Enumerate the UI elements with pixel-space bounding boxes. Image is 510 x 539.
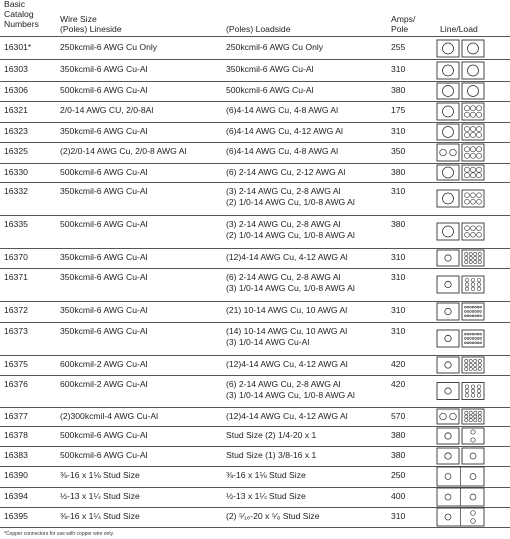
- header-pole: Pole: [391, 24, 409, 34]
- catalog-number: 16325: [4, 146, 28, 156]
- connector-diagram-icon: [436, 38, 488, 59]
- amps-value: 310: [391, 186, 406, 196]
- lineside-value: 2/0-14 AWG CU, 2/0-8Al: [60, 105, 154, 115]
- loadside-line: (6)4-14 AWG Cu, 4-8 AWG Al: [226, 146, 339, 156]
- loadside-box-icon: [462, 62, 484, 79]
- catalog-number: 16371: [4, 272, 28, 282]
- loadside-line: ⅜-16 x 1⅛ Stud Size: [226, 470, 306, 480]
- lineside-value: 350kcmil-6 AWG Cu-Al: [60, 305, 148, 315]
- loadside-line: 500kcmil-6 AWG Cu-Al: [226, 85, 314, 95]
- amps-value: 350: [391, 146, 406, 156]
- connector-diagram-icon: [436, 355, 488, 375]
- connector-diagram-icon: [436, 60, 488, 81]
- lineload-header: [440, 24, 478, 34]
- amps-value: 310: [391, 326, 406, 336]
- line-load-diagram: [436, 301, 488, 325]
- lineside-value: 350kcmil-6 AWG Cu-Al: [60, 126, 148, 136]
- loadside-value: [226, 326, 347, 347]
- catalog-number: 16377: [4, 411, 28, 421]
- loadside-line: (3) 1/0-14 AWG Cu-Al: [226, 336, 310, 347]
- line-load-diagram: [436, 268, 488, 304]
- lineside-box-icon: [437, 409, 459, 424]
- loadside-line: (21) 10-14 AWG Cu, 10 AWG Al: [226, 305, 348, 315]
- amps-value: 380: [391, 85, 406, 95]
- loadside-value: [226, 430, 316, 441]
- line-load-diagram: [436, 182, 488, 218]
- loadside-value: [226, 42, 323, 53]
- amps-value: 380: [391, 219, 406, 229]
- lineside-value: (2)300kcmil-4 AWG Cu-Al: [60, 411, 159, 421]
- loadside-value: [226, 85, 314, 96]
- lineside-box-icon: [437, 276, 459, 293]
- lineside-box-icon: [437, 190, 459, 207]
- catalog-number: 16395: [4, 511, 28, 521]
- amps-value: 310: [391, 64, 406, 74]
- catalog-number: 16323: [4, 126, 28, 136]
- loadside-line: ½-13 x 1¼ Stud Size: [226, 491, 306, 501]
- connector-diagram-icon: [436, 507, 488, 527]
- catalog-number: 16375: [4, 359, 28, 369]
- table-row: [0, 446, 510, 466]
- connector-diagram-icon: [436, 142, 488, 163]
- lineside-value: 500kcmil-6 AWG Cu-Al: [60, 167, 148, 177]
- connector-diagram-icon: [436, 466, 488, 487]
- loadside-value: [226, 64, 314, 75]
- table-row: [0, 122, 510, 142]
- table-row: [0, 507, 510, 527]
- lineside-box-icon: [437, 357, 459, 373]
- loadside-value: [226, 491, 306, 502]
- line-load-diagram: [436, 60, 488, 84]
- row-divider: [0, 36, 510, 37]
- amps-value: 255: [391, 42, 406, 52]
- connector-diagram-icon: [436, 182, 488, 215]
- loadside-line: (3) 2-14 AWG Cu, 2-8 AWG Al: [226, 186, 341, 196]
- loadside-value: [226, 167, 345, 178]
- amps-value: 380: [391, 430, 406, 440]
- loadside-line: (2) 1/0-14 AWG Cu, 1/0-8 AWG Al: [226, 196, 355, 207]
- header-lineside: (Poles) Lineside: [60, 24, 122, 34]
- lineside-box-icon: [437, 383, 459, 400]
- loadside-line: Stud Size (2) 1/4-20 x 1: [226, 430, 317, 440]
- lineside-value: 600kcmil-2 AWG Cu-Al: [60, 359, 148, 369]
- table-row: [0, 142, 510, 163]
- loadside-value: [226, 186, 355, 207]
- loadside-value: [226, 252, 348, 263]
- table-row: [0, 355, 510, 375]
- table-row: [0, 268, 510, 301]
- loadside-line: (14) 10-14 AWG Cu, 10 AWG Al: [226, 326, 348, 336]
- connector-diagram-icon: [436, 215, 488, 248]
- table-row: [0, 375, 510, 407]
- amps-value: 310: [391, 272, 406, 282]
- lineside-box-icon: [437, 40, 459, 57]
- line-load-diagram: [436, 101, 488, 125]
- header-numbers: Numbers: [4, 19, 39, 29]
- lineside-value: ⅜-16 x 1¼ Stud Size: [60, 511, 140, 521]
- loadside-value: [226, 379, 355, 400]
- loadside-value: [226, 511, 319, 522]
- catalog-number: 16394: [4, 491, 28, 501]
- loadside-line: (3) 1/0-14 AWG Cu, 1/0-8 AWG Al: [226, 282, 355, 293]
- loadside-box-icon: [462, 448, 484, 464]
- lineside-box-icon: [437, 250, 459, 266]
- catalog-number: 16321: [4, 105, 28, 115]
- loadside-line: (12)4-14 AWG Cu, 4-12 AWG Al: [226, 359, 348, 369]
- lineside-value: 250kcmil-6 AWG Cu Only: [60, 42, 158, 52]
- loadside-line: (6) 2-14 AWG Cu, 2-8 AWG Al: [226, 379, 341, 389]
- line-load-diagram: [436, 38, 488, 62]
- loadside-value: [226, 126, 343, 137]
- loadside-line: (12)4-14 AWG Cu, 4-12 AWG Al: [226, 411, 348, 421]
- connector-diagram-icon: [436, 268, 488, 301]
- table-row: [0, 60, 510, 81]
- catalog-header: [4, 0, 39, 29]
- lineside-value: 500kcmil-6 AWG Cu-Al: [60, 219, 148, 229]
- catalog-number: 16301*: [4, 42, 32, 52]
- table-row: [0, 487, 510, 507]
- amps-value: 380: [391, 167, 406, 177]
- connector-diagram-icon: [436, 322, 488, 355]
- catalog-number: 16376: [4, 379, 28, 389]
- lineside-value: 350kcmil-6 AWG Cu-Al: [60, 64, 148, 74]
- amps-value: 420: [391, 379, 406, 389]
- amps-value: 310: [391, 252, 406, 262]
- loadside-line: (3) 2-14 AWG Cu, 2-8 AWG Al: [226, 219, 341, 229]
- catalog-number: 16373: [4, 326, 28, 336]
- amps-value: 250: [391, 470, 406, 480]
- connector-diagram-icon: [436, 375, 488, 407]
- header-wire-size: Wire Size: [60, 14, 97, 24]
- line-load-diagram: [436, 375, 488, 410]
- table-row: [0, 163, 510, 182]
- lineside-value: ⅜-16 x 1⅛ Stud Size: [60, 470, 140, 480]
- lineside-box-icon: [437, 428, 459, 444]
- amps-value: 380: [391, 450, 406, 460]
- loadside-value: [226, 359, 348, 370]
- loadside-value: [226, 470, 306, 481]
- table-row: [0, 248, 510, 268]
- amps-value: 310: [391, 126, 406, 136]
- lineside-header: [60, 14, 122, 34]
- connector-diagram-icon: [436, 301, 488, 322]
- lineside-value: 600kcmil-2 AWG Cu-Al: [60, 379, 148, 389]
- loadside-line: (6)4-14 AWG Cu, 4-12 AWG Al: [226, 126, 343, 136]
- loadside-header: [226, 24, 291, 34]
- catalog-number: 16370: [4, 252, 28, 262]
- table-row: [0, 101, 510, 122]
- lineside-value: 500kcmil-6 AWG Cu-Al: [60, 85, 148, 95]
- loadside-value: [226, 272, 355, 293]
- header-amps: Amps/: [391, 14, 416, 24]
- connector-diagram-icon: [436, 248, 488, 268]
- catalog-number: 16332: [4, 186, 28, 196]
- loadside-line: (12)4-14 AWG Cu, 4-12 AWG Al: [226, 252, 348, 262]
- lineside-box-icon: [437, 448, 459, 464]
- table-row: [0, 322, 510, 355]
- lineside-value: 500kcmil-6 AWG Cu-Al: [60, 450, 148, 460]
- loadside-line: (6) 2-14 AWG Cu, 2-12 AWG Al: [226, 167, 346, 177]
- lineside-value: 500kcmil-6 AWG Cu-Al: [60, 430, 148, 440]
- catalog-number: 16378: [4, 430, 28, 440]
- loadside-value: [226, 146, 338, 157]
- connector-diagram-icon: [436, 487, 488, 507]
- loadside-box-icon: [462, 428, 484, 444]
- catalog-number: 16335: [4, 219, 28, 229]
- amps-value: 175: [391, 105, 406, 115]
- lineside-box-icon: [437, 223, 459, 240]
- connector-diagram-icon: [436, 407, 488, 426]
- loadside-value: [226, 305, 347, 316]
- loadside-line: (6) 2-14 AWG Cu, 2-8 AWG Al: [226, 272, 341, 282]
- table-row: [0, 215, 510, 248]
- table-row: [0, 182, 510, 215]
- row-divider: [0, 527, 510, 528]
- table-row: [0, 426, 510, 446]
- footnote: *Copper connectors for use with copper wire only.: [4, 531, 114, 537]
- lineside-box-icon: [437, 330, 459, 347]
- loadside-box-icon: [462, 40, 484, 57]
- loadside-value: [226, 219, 355, 240]
- loadside-line: (3) 1/0-14 AWG Cu, 1/0-8 AWG Al: [226, 389, 355, 400]
- connector-diagram-icon: [436, 101, 488, 122]
- table-row: [0, 301, 510, 322]
- catalog-number: 16330: [4, 167, 28, 177]
- connector-diagram-icon: [436, 122, 488, 142]
- loadside-box-icon: [462, 330, 484, 347]
- table-header: [0, 0, 510, 36]
- table-row: [0, 407, 510, 426]
- lineside-value: (2)2/0-14 AWG Cu, 2/0-8 AWG Al: [60, 146, 187, 156]
- lineside-value: 350kcmil-6 AWG Cu-Al: [60, 326, 148, 336]
- lineside-value: 350kcmil-6 AWG Cu-Al: [60, 272, 148, 282]
- lineside-box-icon: [437, 303, 459, 320]
- catalog-number: 16390: [4, 470, 28, 480]
- catalog-number: 16303: [4, 64, 28, 74]
- catalog-number: 16372: [4, 305, 28, 315]
- lineside-box-icon: [437, 103, 459, 120]
- table-row: [0, 466, 510, 487]
- loadside-value: [226, 450, 316, 461]
- lineside-value: ½-13 x 1¼ Stud Size: [60, 491, 140, 501]
- line-load-diagram: [436, 215, 488, 251]
- amps-value: 420: [391, 359, 406, 369]
- lineside-box-icon: [437, 62, 459, 79]
- loadside-line: (2) 1/0-14 AWG Cu, 1/0-8 AWG Al: [226, 229, 355, 240]
- line-load-diagram: [436, 466, 488, 490]
- loadside-line: (6)4-14 AWG Cu, 4-8 AWG Al: [226, 105, 339, 115]
- header-line-load: Line/Load: [440, 24, 478, 34]
- catalog-number: 16306: [4, 85, 28, 95]
- connector-diagram-icon: [436, 81, 488, 101]
- header-catalog: Catalog: [4, 9, 34, 19]
- lineside-box-icon: [437, 144, 459, 161]
- loadside-line: 350kcmil-6 AWG Cu-Al: [226, 64, 314, 74]
- lineside-value: 350kcmil-6 AWG Cu-Al: [60, 252, 148, 262]
- line-load-diagram: [436, 142, 488, 166]
- amps-value: 400: [391, 491, 406, 501]
- connector-diagram-icon: [436, 426, 488, 446]
- loadside-value: [226, 105, 338, 116]
- amps-value: 570: [391, 411, 406, 421]
- line-load-diagram: [436, 322, 488, 358]
- amps-value: 310: [391, 511, 406, 521]
- loadside-line: (2) ⁵⁄₁₆-20 x ⁵⁄₈ Stud Size: [226, 511, 320, 521]
- amps-header: [391, 14, 415, 34]
- header-loadside: (Poles) Loadside: [226, 24, 291, 34]
- table-row: [0, 81, 510, 101]
- table-row: [0, 38, 510, 59]
- connector-diagram-icon: [436, 446, 488, 466]
- lineside-value: 350kcmil-6 AWG Cu-Al: [60, 186, 148, 196]
- loadside-line: Stud Size (1) 3/8-16 x 1: [226, 450, 317, 460]
- loadside-line: 250kcmil-6 AWG Cu Only: [226, 42, 324, 52]
- connector-diagram-icon: [436, 163, 488, 182]
- loadside-box-icon: [462, 303, 484, 320]
- amps-value: 310: [391, 305, 406, 315]
- catalog-number: 16383: [4, 450, 28, 460]
- loadside-value: [226, 411, 348, 422]
- header-basic: Basic: [4, 0, 26, 9]
